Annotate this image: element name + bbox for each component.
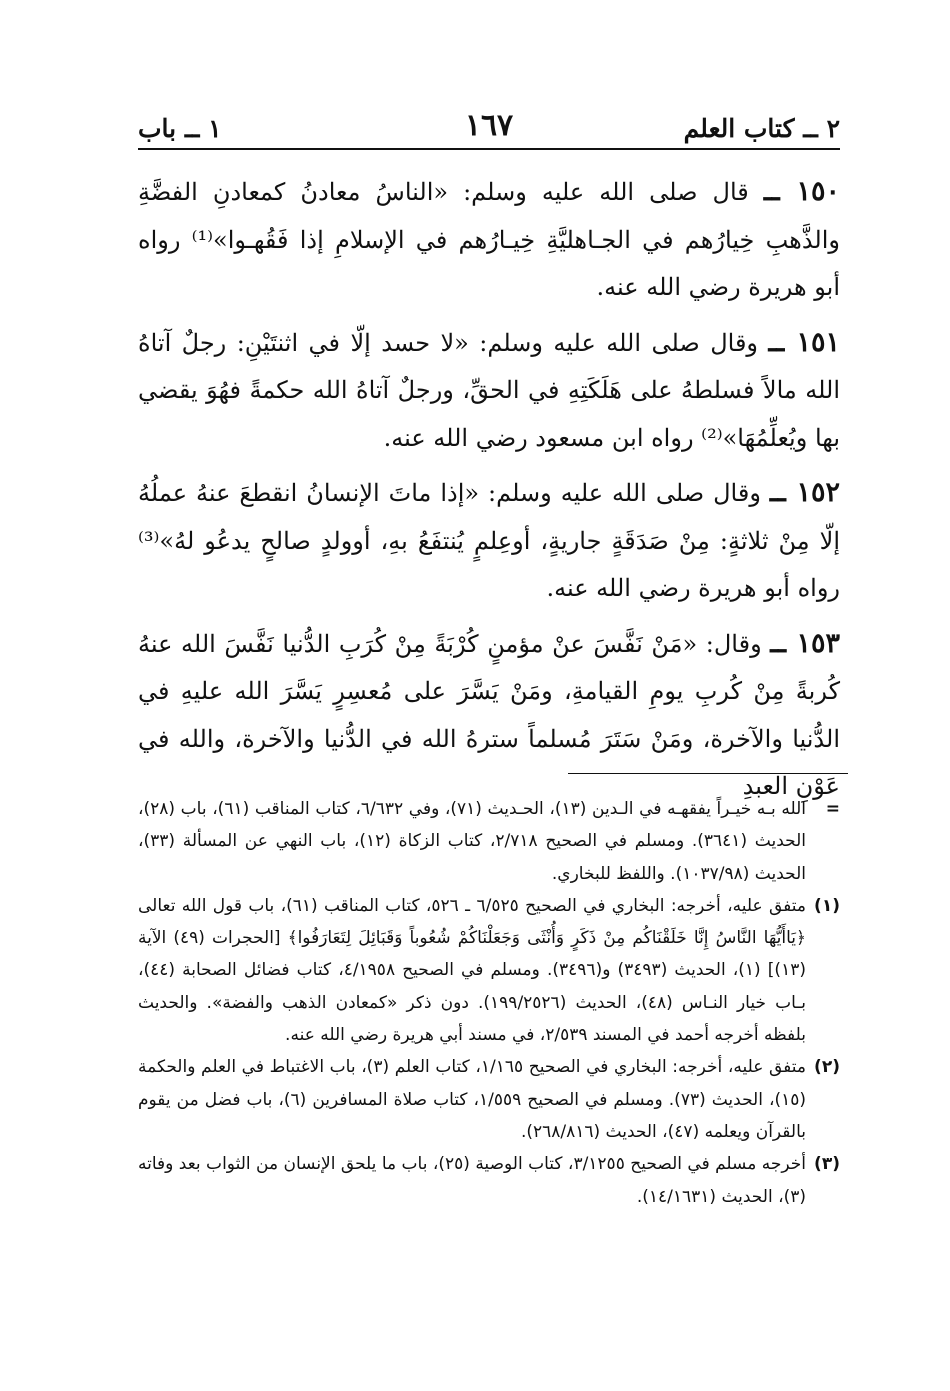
footnote-mark: (٢)	[814, 1057, 840, 1078]
hadith-151	[138, 319, 840, 463]
chapter-title: ٢ ــ كتاب العلم	[683, 114, 840, 143]
hadith-150	[138, 168, 840, 312]
hadith-152	[138, 469, 840, 613]
footnote-text: الله بـه خيـراً يفقهـه في الـدين (١٣)، الحـديث (٧١)، وفي ٦/٦٣٢، كتاب المناقب (٦١)، باب (٢٨)، الحديث (٣٦٤١). ومسلم في الصحيح ٢/٧١٨، كتاب الزكاة (١٢)، باب النهي عن المسألة (٣٣)، الحديث (١٠٣٧/٩٨). واللفظ للبخاري.	[138, 799, 807, 884]
footnote-mark: (٣)	[814, 1154, 840, 1175]
footnote-mark: (١)	[814, 895, 840, 916]
hadith-text: قال صلى الله عليه وسلم: «الناسُ معادنُ كمعادنِ الفضَّةِ والذَّهبِ خِيارُهم في الجـاهليَّةِ خِيـارُهم في الإسلامِ إذا فَقُهـوا»⁽¹⁾ رواه أبو هريرة رضي الله عنه.	[138, 178, 840, 301]
footnote-text: أخرجه مسلم في الصحيح ٣/١٢٥٥، كتاب الوصية (٢٥)، باب ما يلحق الإنسان من الثواب بعد وفاته (٣)، الحديث (١٤/١٦٣١).	[138, 1154, 806, 1207]
footnote-text: متفق عليه، أخرجه: البخاري في الصحيح ٦/٥٢٥ ـ ٥٢٦، كتاب المناقب (٦١)، باب قول الله تعالى ﴿يَاأَيُّهَا النَّاسُ إِنَّا خَلَقْنَاكُم مِنْ ذَكَرٍ وَأُنْثَى وَجَعَلْنَاكُمْ شُعُوباً وَقَبَائِلَ لِتَعَارَفُوا﴾ [الحجرات (٤٩) الآية (١٣)] (١)، الحديث (٣٤٩٣) و(٣٤٩٦). ومسلم في الصحيح ٤/١٩٥٨، كتاب فضائل الصحابة (٤٤)، بـاب خيار النـاس (٤٨)، الحديث (١٩٩/٢٥٢٦). دون ذكر «كمعادن الذهب والفضة». والحديث بلفظه أخرجه أحمد في المسند ٢/٥٣٩، في مسند أبي هريرة رضي الله عنه.	[138, 895, 806, 1046]
hadith-text: وقال صلى الله عليه وسلم: «إذا ماتَ الإنسانُ انقطعَ عنهُ عملُهُ إلّا مِنْ ثلاثةٍ: مِنْ صَدَقَةٍ جاريةٍ، أوعِلمٍ يُنتفَعُ بهِ، أوولدٍ صالحٍ يدعُو لهُ»⁽³⁾ رواه أبو هريرة رضي الله عنه.	[138, 479, 840, 602]
hadith-153	[138, 620, 840, 811]
hadith-number: ١٥٢ ــ	[769, 477, 840, 508]
hadith-number: ١٥١ ــ	[768, 326, 840, 358]
footnote-continuation	[138, 793, 840, 890]
running-head	[138, 110, 840, 144]
footnote-2	[138, 1051, 840, 1148]
footnote-mark: =	[825, 799, 840, 819]
footnote-3	[138, 1148, 840, 1213]
hadith-number: ١٥٠ ــ	[763, 176, 840, 207]
main-text	[138, 168, 840, 818]
footnote-text: متفق عليه، أخرجه: البخاري في الصحيح ١/١٦٥، كتاب العلم (٣)، باب الاغتباط في العلم والحكمة (١٥)، الحديث (٧٣). ومسلم في الصحيح ١/٥٥٩، كتاب صلاة المسافرين (٦)، باب فضل من يقوم بالقرآن ويعلمه (٤٧)، الحديث (٢٦٨/٨١٦).	[138, 1057, 807, 1142]
hadith-number: ١٥٣ ــ	[770, 627, 840, 659]
footnotes	[138, 793, 840, 1213]
header-divider	[138, 148, 840, 150]
footnote-1	[138, 890, 840, 1051]
hadith-text: وقال صلى الله عليه وسلم: «لا حسد إلّا في اثنتَيْنِ: رجلٌ آتاهُ الله مالاً فسلطهُ على هَلَكَتِهِ في الحقِّ، ورجلٌ آتاهُ الله حكمةً فهُوَ يقضي بها ويُعلِّمُهَا»⁽²⁾ رواه ابن مسعود رضي الله عنه.	[138, 328, 840, 452]
hadith-text: وقال: «مَنْ نَفَّسَ عنْ مؤمنٍ كُرْبَةً مِنْ كُرَبِ الدُّنيا نَفَّسَ الله عنهُ كُربةً مِنْ كُربِ يومِ القيامةِ، ومَنْ يَسَّرَ على مُعسِرٍ يَسَّرَ الله عليهِ في الدُّنيا والآخرة، ومَنْ سَتَرَ مُسلماً سترهُ الله في الدُّنيا والآخرة، والله في عَوْنِ العبدِ	[138, 629, 840, 800]
footnote-divider	[568, 773, 848, 774]
section-title: ١ ــ باب	[138, 114, 222, 143]
page-number: ١٦٧	[464, 108, 514, 143]
